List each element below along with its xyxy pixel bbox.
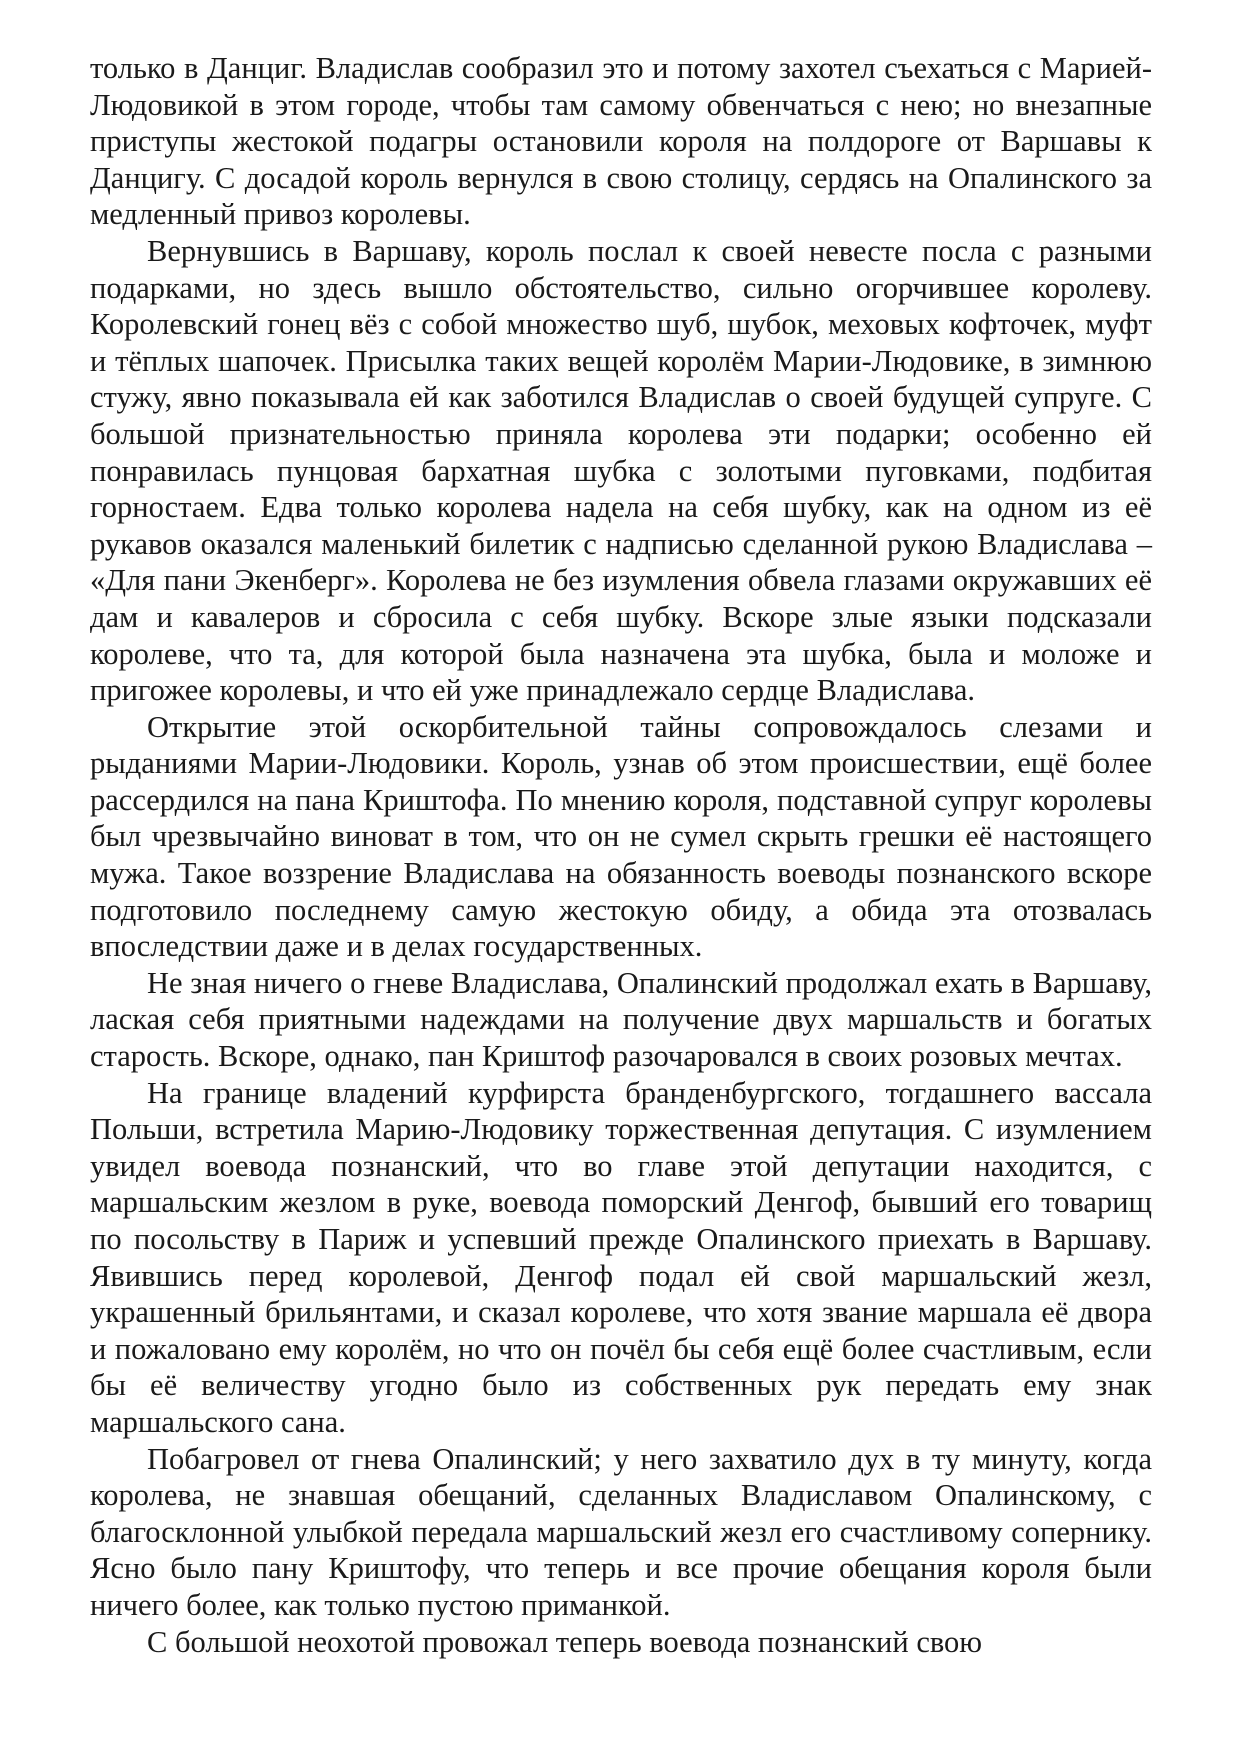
paragraph-2: Вернувшись в Варшаву, король послал к своей невесте посла с разными подарками, но здесь вышло обстоятельство, сильно огорчившее королеву. Королевский гонец вёз с собой множество шуб, шубок, меховых кофточек, муфт и тёплых шапочек. Присылка таких вещей королём Марии-Людовике, в зимнюю стужу, явно показывала ей как заботился Владислав о своей будущей супруге. С большой признательностью приняла королева эти подарки; особенно ей понравилась пунцовая бархатная шубка с золотыми пуговками, подбитая горностаем. Едва только королева надела на себя шубку, как на одном из её рукавов оказался маленький билетик с надписью сделанной рукою Владислава – «Для пани Экенберг». Королева не без изумления обвела глазами окружавших её дам и кавалеров и сбросила с себя шубку. Вскоре злые языки подсказали королеве, что та, для которой была назначена эта шубка, была и моложе и пригожее королевы, и что ей уже принадлежало сердце Владислава. — [90, 233, 1152, 708]
paragraph-6: Побагровел от гнева Опалинский; у него захватило дух в ту минуту, когда королева, не знавшая обещаний, сделанных Владиславом Опалинскому, с благосклонной улыбкой передала маршальский жезл его счастливому сопернику. Ясно было пану Криштофу, что теперь и все прочие обещания короля были ничего более, как только пустою приманкой. — [90, 1441, 1152, 1622]
document-page — [90, 50, 1152, 1660]
paragraph-7: С большой неохотой провожал теперь воевода познанский свою — [147, 1624, 983, 1659]
paragraph-3: Открытие этой оскорбительной тайны сопровождалось слезами и рыданиями Марии-Людовики. Король, узнав об этом происшествии, ещё более рассердился на пана Криштофа. По мнению короля, подставной супруг королевы был чрезвычайно виноват в том, что он не сумел скрыть грешки её настоящего мужа. Такое воззрение Владислава на обязанность воеводы познанского вскоре подготовило последнему самую жестокую обиду, а обида эта отозвалась впоследствии даже и в делах государственных. — [90, 709, 1152, 964]
paragraph-4: Не зная ничего о гневе Владислава, Опалинский продолжал ехать в Варшаву, лаская себя приятными надеждами на получение двух маршальств и богатых старость. Вскоре, однако, пан Криштоф разочаровался в своих розовых мечтах. — [90, 965, 1152, 1074]
paragraph-5: На границе владений курфирста бранденбургского, тогдашнего вассала Польши, встретила Марию-Людовику торжественная депутация. С изумлением увидел воевода познанский, что во главе этой депутации находится, с маршальским жезлом в руке, воевода поморский Денгоф, бывший его товарищ по посольству в Париж и успевший прежде Опалинского приехать в Варшаву. Явившись перед королевой, Денгоф подал ей свой маршальский жезл, украшенный брильянтами, и сказал королеве, что хотя звание маршала её двора и пожаловано ему королём, но что он почёл бы себя ещё более счастливым, если бы её величеству угодно было из собственных рук передать ему знак маршальского сана. — [90, 1075, 1152, 1439]
paragraph-1: только в Данциг. Владислав сообразил это и потому захотел съехаться с Марией-Людовикой в этом городе, чтобы там самому обвенчаться с нею; но внезапные приступы жестокой подагры остановили короля на полдороге от Варшавы к Данцигу. С досадой король вернулся в свою столицу, сердясь на Опалинского за медленный привоз королевы. — [90, 51, 1152, 232]
